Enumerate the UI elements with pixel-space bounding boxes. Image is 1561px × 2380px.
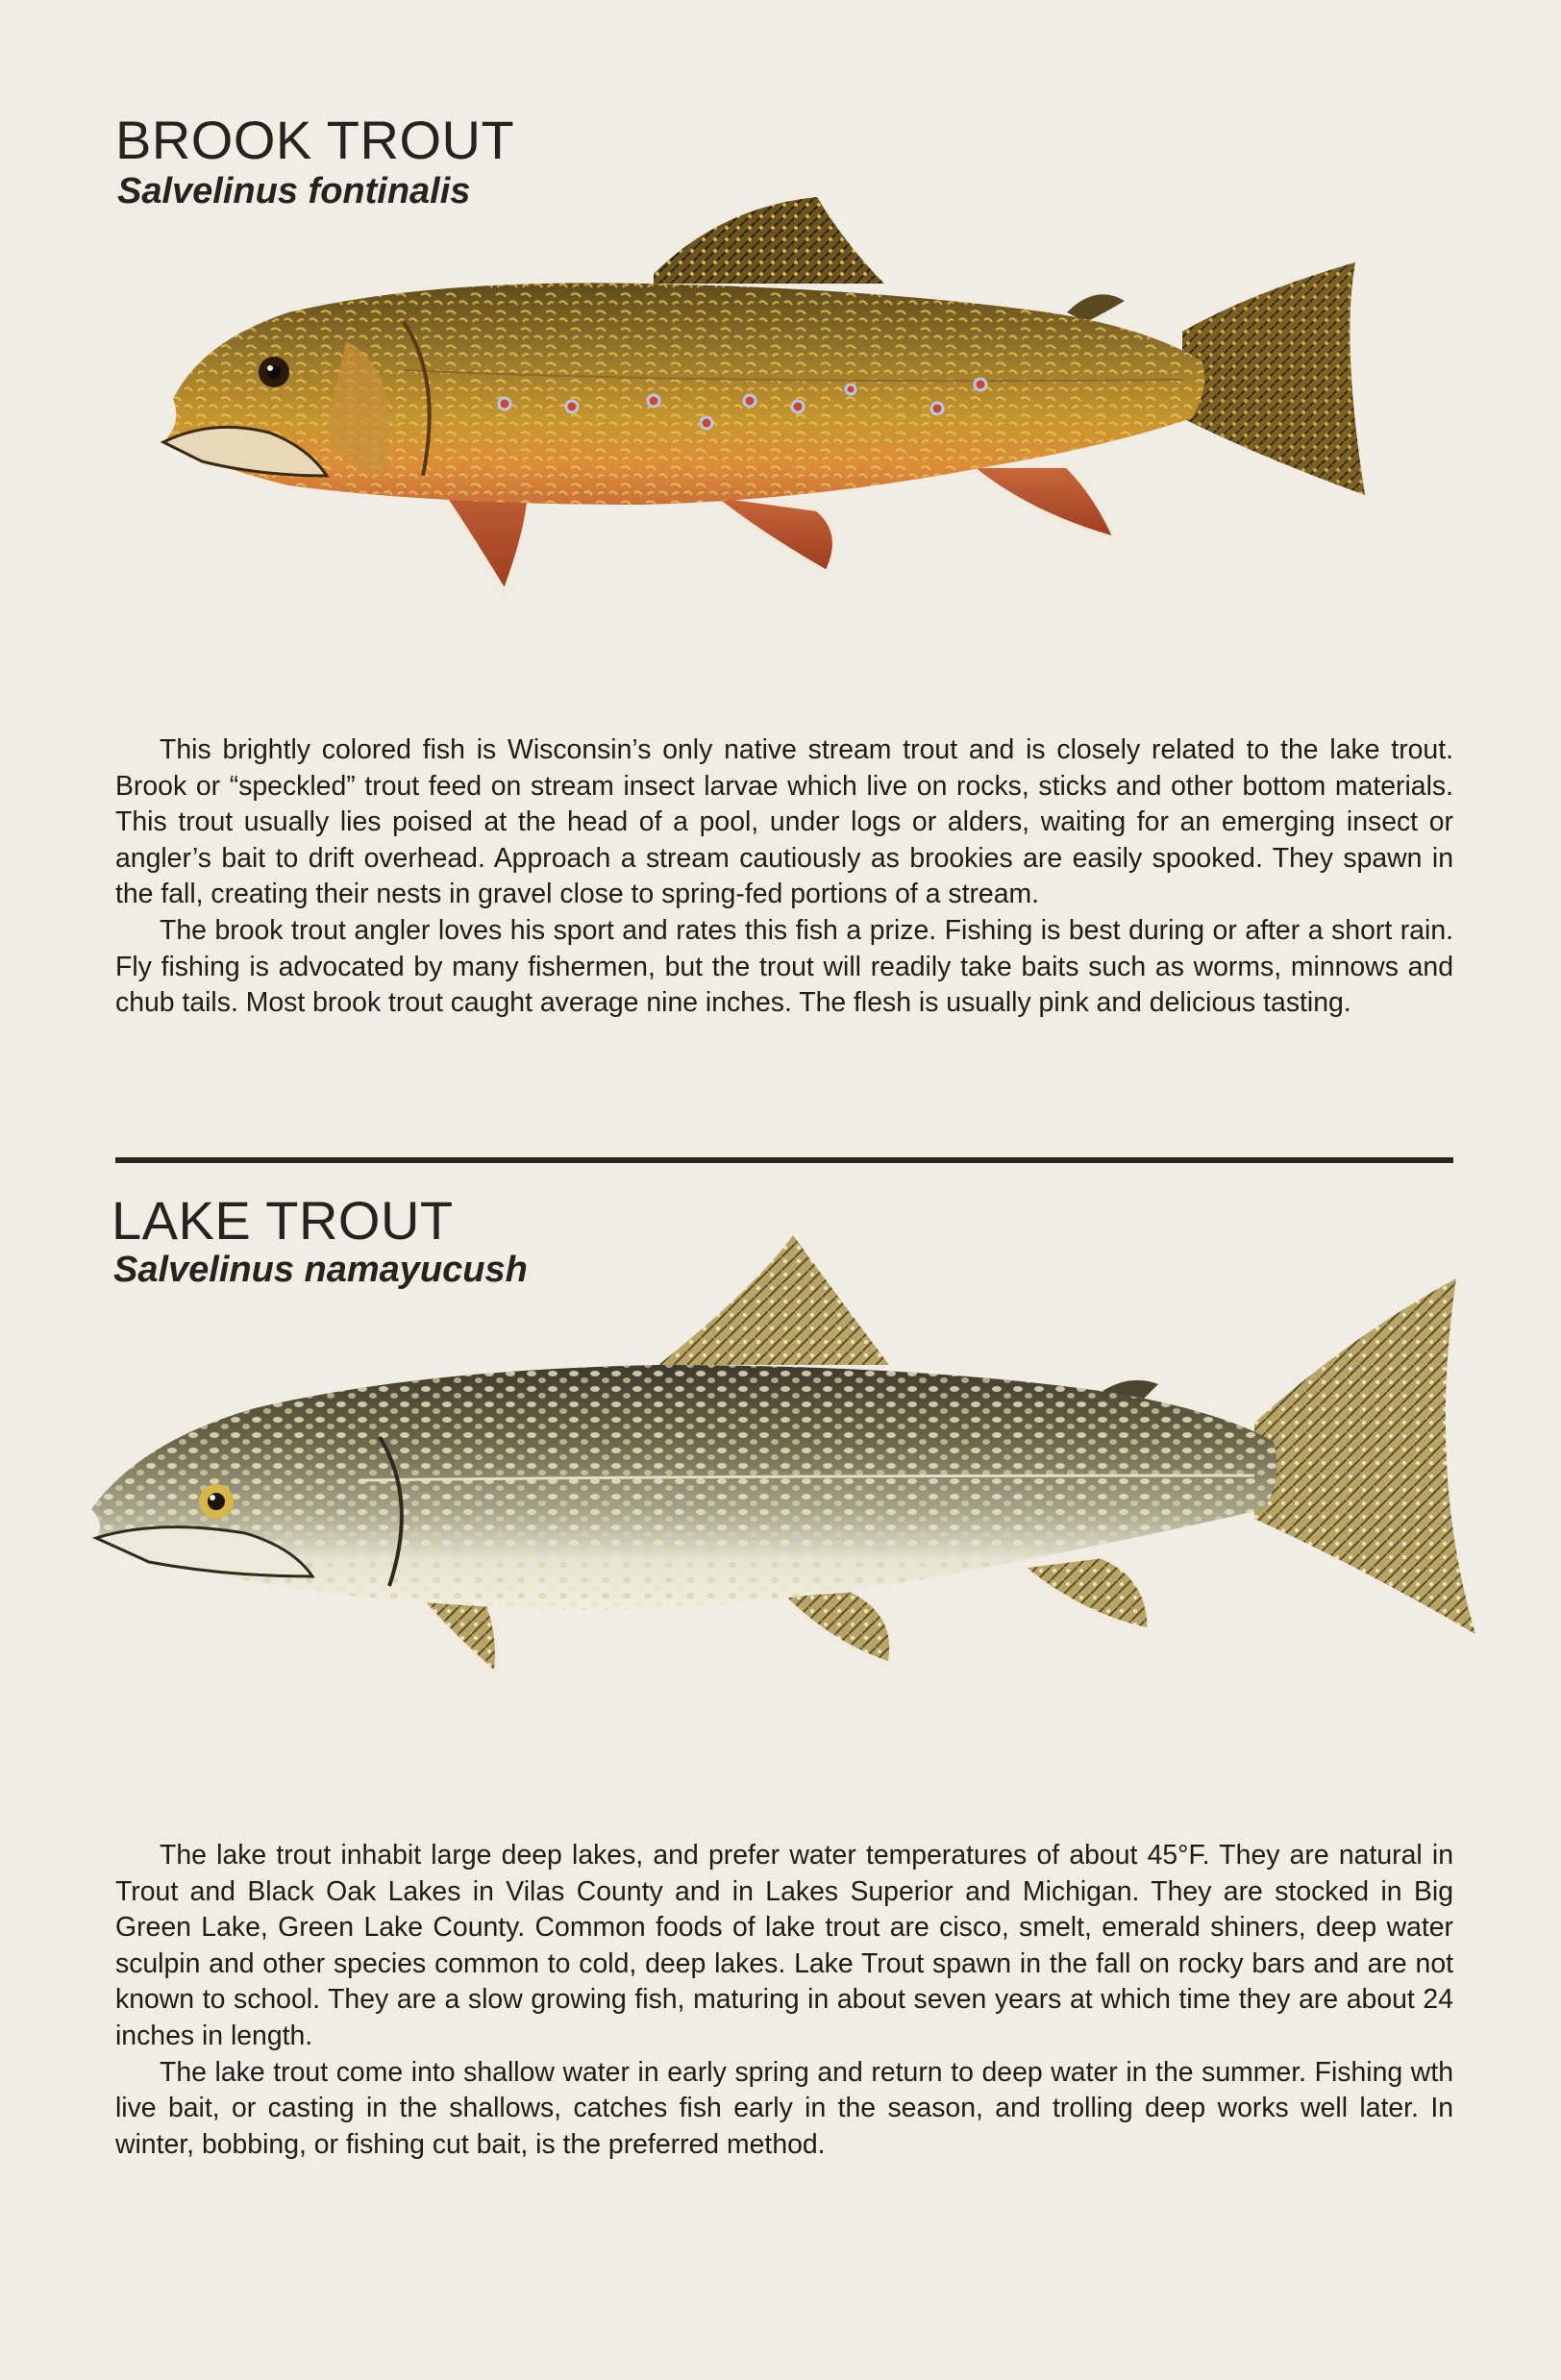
- brook-trout-description: [115, 732, 1453, 1022]
- lake-trout-paragraph-2: The lake trout come into shallow water in early spring and return to deep water in the summer. Fishing wth live bait, or casting in the shallows, catches fish early in the season, and trolling deep works well later. In winter, bobbing, or fishing cut bait, is the preferred method.: [115, 2056, 1453, 2160]
- brook-trout-paragraph-1: This brightly colored fish is Wisconsin’s only native stream trout and is closely related to the lake trout. Brook or “speckled” trout feed on stream insect larvae which live on rocks, sticks and other bottom materials. This trout usually lies poised at the head of a pool, under logs or alders, waiting for an emerging insect or angler’s bait to drift overhead. Approach a stream cautiously as brookies are easily spooked. They spawn in the fall, creating their nests in gravel close to spring-fed portions of a stream.: [115, 734, 1453, 910]
- brook-trout-illustration: [144, 187, 1394, 630]
- section-divider: [115, 1157, 1453, 1163]
- lake-trout-scientific-name: Salvelinus namayucush: [113, 1250, 528, 1290]
- lake-trout-title: LAKE TROUT: [112, 1190, 454, 1251]
- brook-trout-paragraph-2: The brook trout angler loves his sport and rates this fish a prize. Fishing is best during or after a short rain. Fly fishing is advocated by many fishermen, but the trout will readily take baits such as worms, minnows and chub tails. Most brook trout caught average nine inches. The flesh is usually pink and delicious tasting.: [115, 914, 1453, 1019]
- brook-trout-scientific-name: Salvelinus fontinalis: [117, 171, 471, 211]
- lake-trout-paragraph-1: The lake trout inhabit large deep lakes, and prefer water temperatures of about 45°F. They are natural in Trout and Black Oak Lakes in Vilas County and in Lakes Superior and Michigan. They are stocked in Big Green Lake, Green Lake County. Common foods of lake trout are cisco, smelt, emerald shiners, deep water sculpin and other species common to cold, deep lakes. Lake Trout spawn in the fall on rocky bars and are not known to school. They are a slow growing fish, maturing in about seven years at which time they are about 24 inches in length.: [115, 1840, 1453, 2051]
- brook-trout-title: BROOK TROUT: [115, 110, 515, 170]
- lake-trout-illustration: [82, 1230, 1485, 1730]
- lake-trout-description: [115, 1838, 1453, 2163]
